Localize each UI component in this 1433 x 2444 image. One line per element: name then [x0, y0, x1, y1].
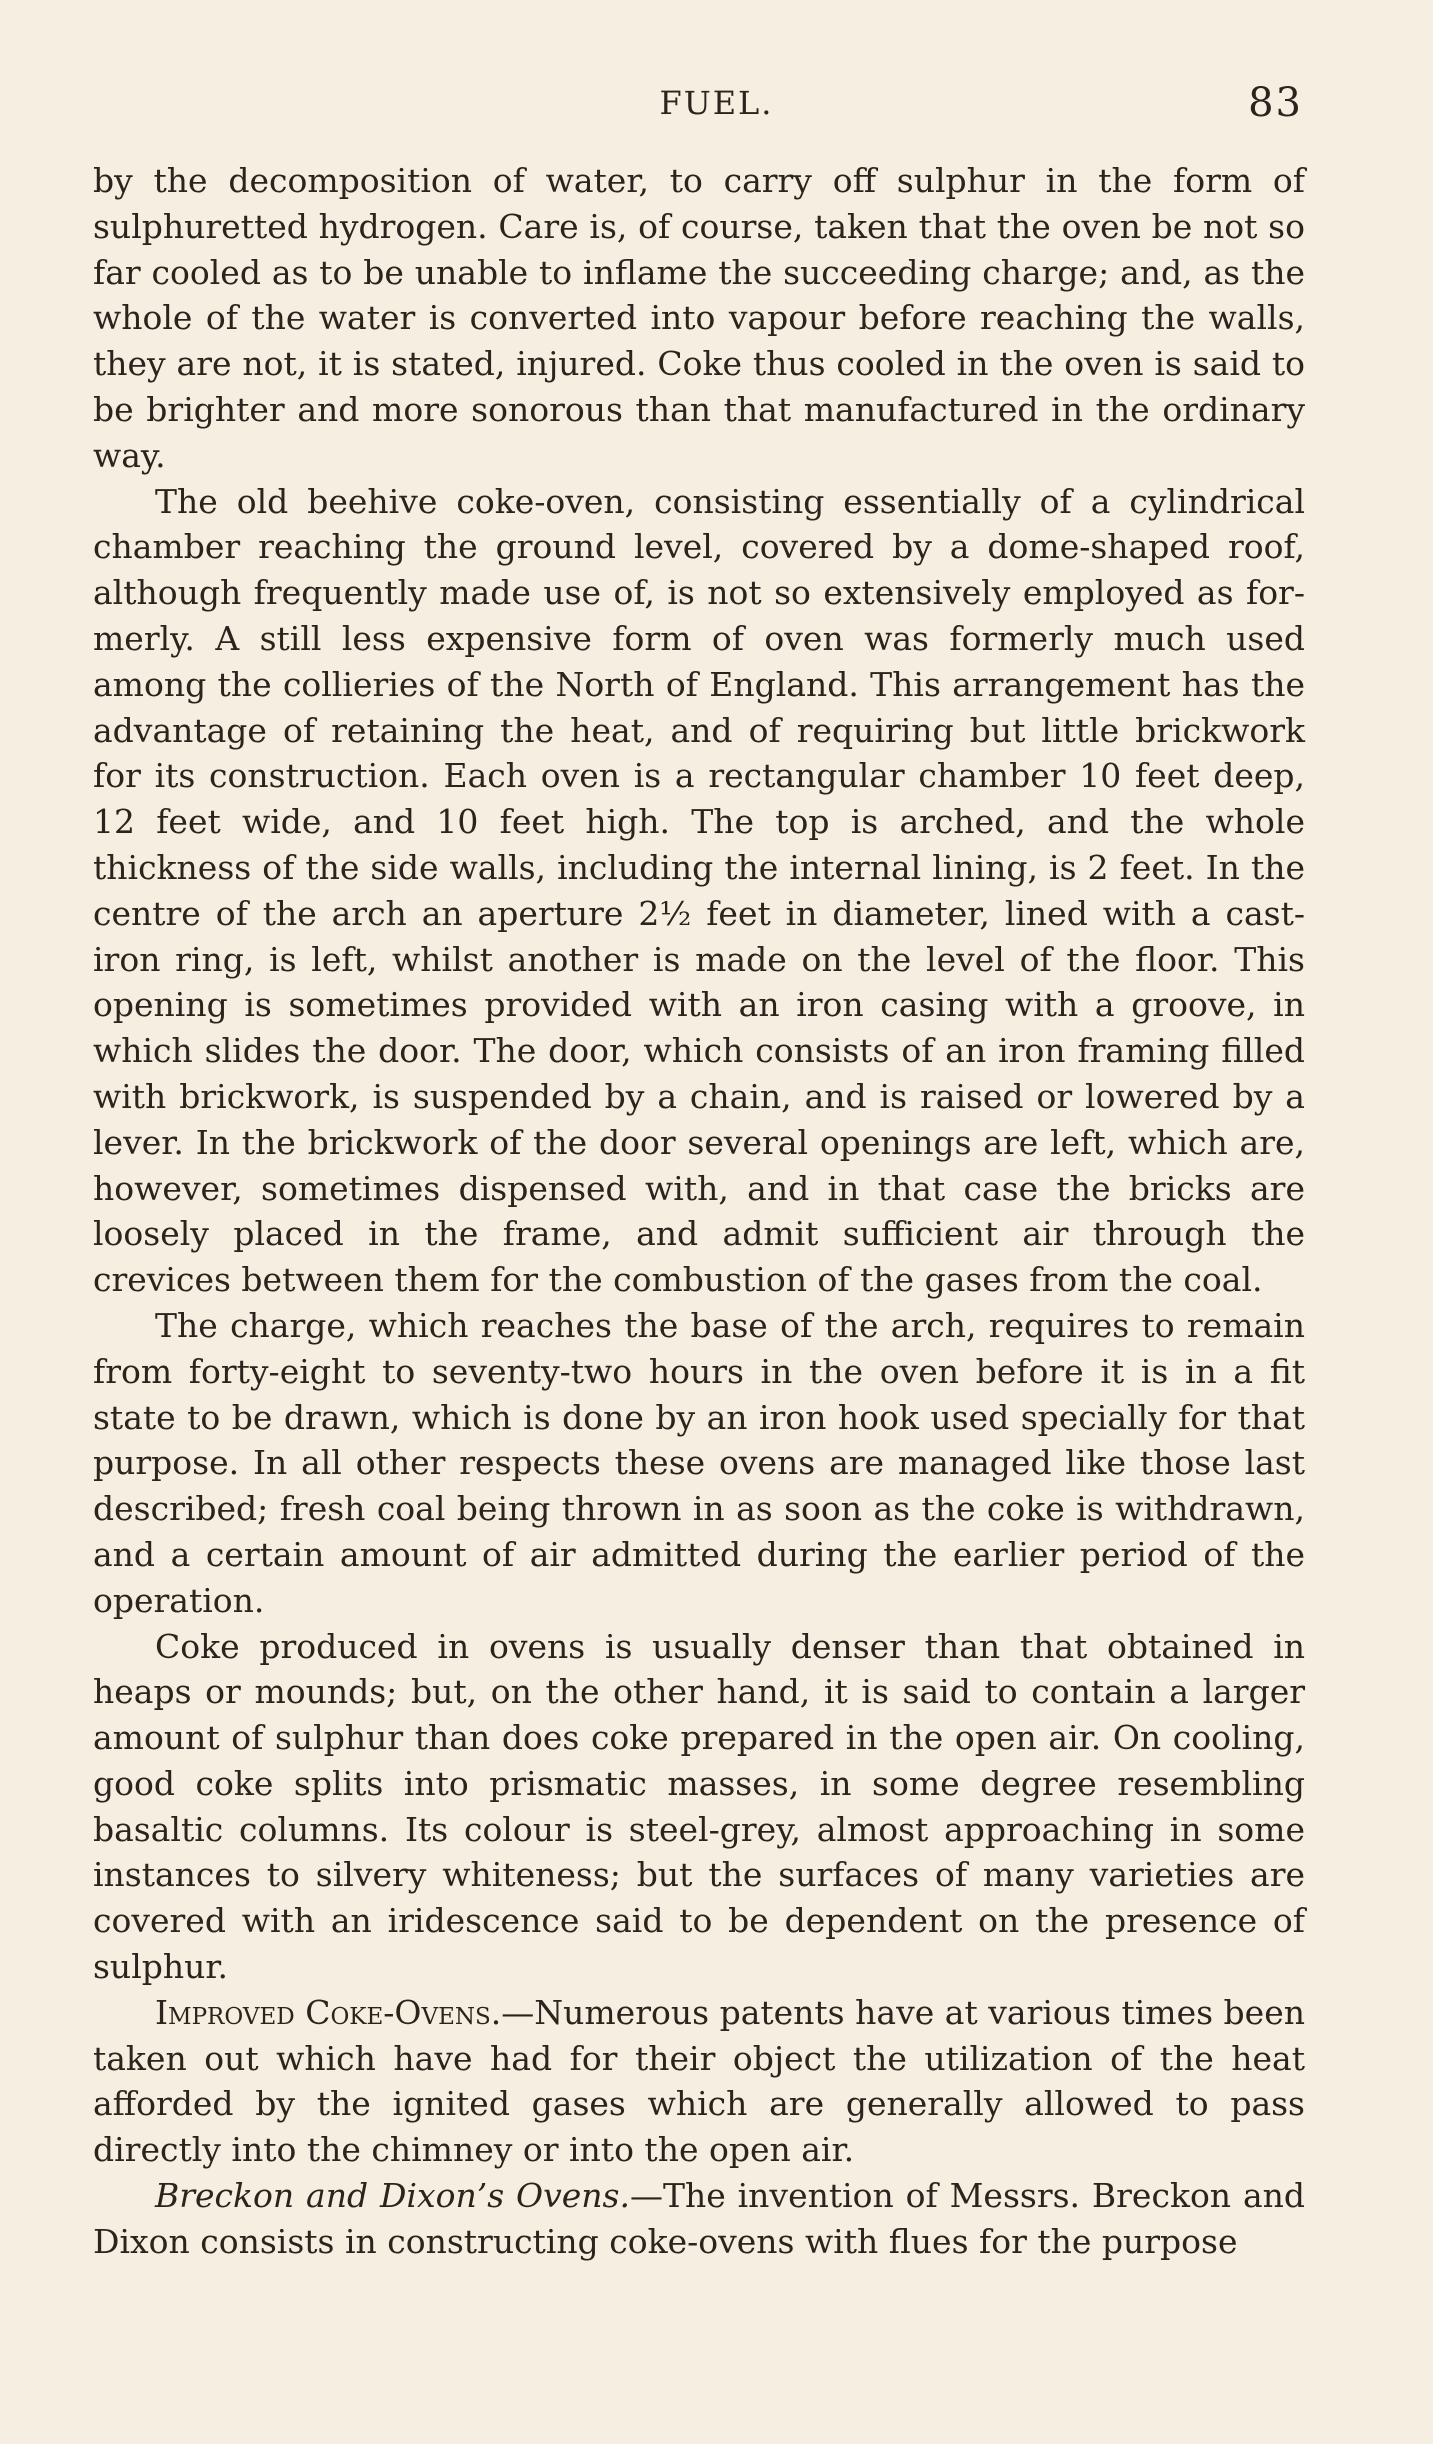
- paragraph-breckon-dixon-text: —The invention of Messrs. Breckon and Dixon consists in constructing coke-ovens with flues for the purpose: [93, 2176, 1305, 2261]
- running-head: [0, 80, 1433, 140]
- paragraph-coke-properties: Coke produced in ovens is usually denser than that obtained in heaps or mounds; but, on the other hand, it is said to contain a larger amount of sulphur than does coke prepared in the open air. On cooling, good coke splits into prismatic masses, in some degree resembling basaltic columns. Its colour is steel-grey, almost approaching in some instances to silvery whiteness; but the surfaces of many varieties are covered with an iridescence said to be dependent on the presence of sulphur.: [93, 1626, 1305, 1987]
- paragraph-continuation: by the decomposition of water, to carry off sulphur in the form of sulphuretted hydrogen. Care is, of course, taken that the oven be not so far cooled as to be unable to inflame the succeeding charge; and, as the whole of the water is converted into vapour before reaching the walls, they are not, it is stated, injured. Coke thus cooled in the oven is said to be brighter and more sonorous than that manufactured in the ordinary way.: [93, 161, 1305, 475]
- page-number: 83: [1248, 80, 1303, 126]
- paragraph-beehive-oven: The old beehive coke-oven, consisting essentially of a cylindrical chamber reaching the ground level, covered by a dome-shaped roof, although frequently made use of, is not so extensively employed as formerly. A still less expensive form of oven was formerly much used among the collieries of the North of England. This arrangement has the advantage of retaining the heat, and of requiring but little brickwork for its construction. Each oven is a rectangular chamber 10 feet deep, 12 feet wide, and 10 feet high. The top is arched, and the whole thickness of the side walls, including the internal lining, is 2 feet. In the centre of the arch an aperture 2½ feet in diameter, lined with a cast-iron ring, is left, whilst another is made on the level of the floor. This opening is sometimes provided with an iron casing with a groove, in which slides the door. The door, which consists of an iron framing filled with brickwork, is suspended by a chain, and is raised or lowered by a lever. In the brickwork of the door several openings are left, which are, however, sometimes dispensed with, and in that case the bricks are loosely placed in the frame, and admit sufficient air through the crevices between them for the combustion of the gases from the coal.: [93, 481, 1305, 1300]
- paragraph-charge: The charge, which reaches the base of the arch, requires to remain from forty-eight to seventy-two hours in the oven before it is in a fit state to be drawn, which is done by an iron hook used specially for that purpose. In all other respects these ovens are managed like those last described; fresh coal being thrown in as soon as the coke is withdrawn, and a certain amount of air admitted during the earlier period of the operation.: [93, 1305, 1305, 1620]
- running-title: FUEL.: [659, 84, 774, 122]
- paragraph-breckon-dixon: [93, 2173, 1305, 2265]
- paragraph-improved-coke-ovens: [93, 1990, 1305, 2173]
- paragraph-improved-coke-ovens-text: —Numerous patents have at various times been taken out which have had for their object the utilization of the heat afforded by the ignited gases which are generally allowed to pass directly into the chimney or into the open air.: [93, 1992, 1305, 2170]
- section-heading-improved-coke-ovens: Improved Coke-Ovens.: [155, 1992, 502, 2032]
- section-heading-breckon-dixon: Breckon and Dixon’s Ovens.: [155, 2176, 630, 2216]
- body-text: [93, 158, 1305, 2265]
